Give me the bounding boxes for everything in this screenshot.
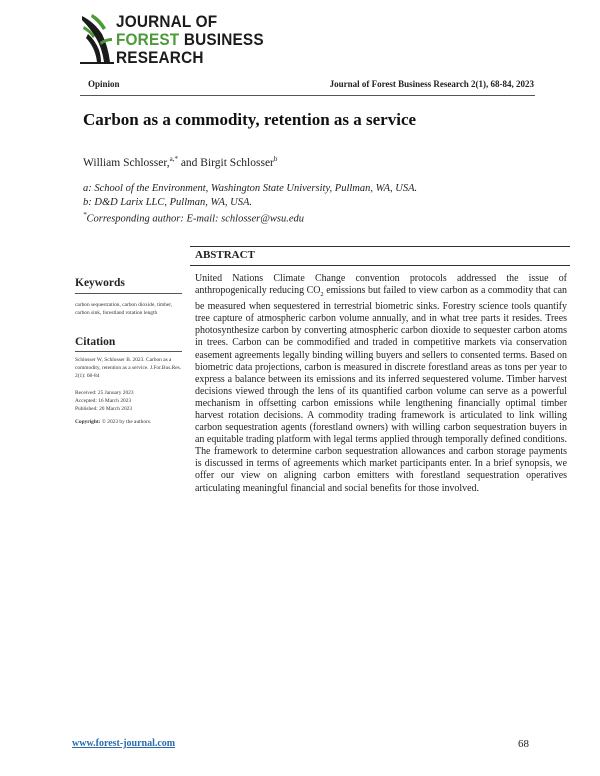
abstract-text: [195, 273, 567, 495]
logo-business-word: BUSINESS: [183, 31, 264, 49]
keywords-list: carbon sequestration, carbon dioxide, timber, carbon sink, forestland rotation length: [75, 302, 173, 317]
abstract-top-rule: [190, 246, 570, 247]
page-number: 68: [518, 738, 529, 750]
date-accepted: Accepted: 16 March 2023: [75, 398, 132, 404]
tree-logo-icon: [80, 12, 114, 64]
citation-heading: Citation: [75, 336, 116, 348]
abstract-heading: ABSTRACT: [195, 249, 255, 261]
affiliation-b: b: D&D Larix LLC, Pullman, WA, USA.: [83, 197, 253, 208]
keywords-rule: [75, 293, 182, 294]
date-received: Received: 25 January 2023: [75, 390, 134, 396]
author-2: and Birgit Schlosser: [177, 156, 274, 169]
corresponding-author: [83, 211, 304, 225]
author-2-affiliation-marker: b: [273, 155, 278, 163]
journal-reference: Journal of Forest Business Research 2(1), 68-84, 2023: [329, 79, 534, 89]
abstract-heading-rule: [190, 265, 570, 266]
affiliation-a: a: School of the Environment, Washington State University, Pullman, WA, USA.: [83, 183, 418, 194]
corresponding-author-text: Corresponding author: E-mail: schlosser@wsu.edu: [86, 213, 305, 225]
citation-rule: [75, 351, 182, 352]
date-published: Published: 20 March 2023: [75, 406, 133, 412]
abstract-text-part-1: United Nations Climate Change convention protocols addressed the issue of anthropogenically reducing CO: [195, 273, 567, 297]
header-divider: [80, 95, 535, 96]
citation-text: Schlosser W, Schlosser B. 2023. Carbon as a commodity, retention as a service. J.For.Bus.Res. 2(1): 68-84: [75, 357, 182, 380]
journal-logo: [80, 12, 264, 72]
copyright-text: © 2023 by the authors.: [100, 419, 152, 425]
article-title: Carbon as a commodity, retention as a service: [83, 110, 417, 129]
corresponding-marker: *: [83, 211, 87, 219]
logo-line-1: JOURNAL OF: [116, 13, 218, 31]
logo-line-3: RESEARCH: [116, 49, 204, 67]
journal-website-link[interactable]: www.forest-journal.com: [72, 738, 176, 749]
copyright-label: Copyright:: [75, 419, 101, 425]
co2-subscript: 2: [320, 291, 324, 299]
author-1-affiliation-marker: a,*: [169, 155, 178, 163]
journal-logo-text: [116, 13, 264, 67]
copyright-notice: [75, 418, 187, 426]
author-line: [83, 155, 277, 169]
logo-forest-word: FOREST: [116, 31, 180, 49]
author-1: William Schlosser,: [83, 156, 170, 169]
abstract-text-part-2: emissions but failed to view carbon as a commodity that can be measured when sequestered in terrestrial biometric sinks. Forestry science tools quantify tree capture of atmospheric carbon volume annually, and in what tree parts it resides. Trees photosynthesize carbon by converting atmospheric carbon dioxide to sequester carbon atoms in trees. Carbon can be commodified and traded in competitive markets via conservation easement agreements legally binding willing buyers and sellers to consented terms. Based on biometric data projections, carbon is measured in discrete forestland areas as tons per year to express a balance between its emissions and its inferred sequestered volume. Timber harvest decisions viewed through the lens of its quantified carbon volume can serve as a powerful mechanism in offsetting carbon emissions while lengthening financially optimal timber harvest rotation decisions. A commodity trading framework is articulated to link willing carbon sequestration agents (forestland owners) with willing carbon sequestration buyers in an equitable trading platform with legal terms applied through temporally defined conditions. The framework to determine carbon sequestration allowances and carbon storage payments is discussed in terms of agreements which market participants enter. In a brief synopsis, we offer our view on aligning carbon emitters with forestland sequestration operatives articulating meaningful financial and social benefits for those involved.: [195, 285, 567, 494]
article-type: Opinion: [88, 79, 120, 89]
keywords-heading: Keywords: [75, 277, 125, 289]
logo-line-2: [116, 31, 264, 49]
